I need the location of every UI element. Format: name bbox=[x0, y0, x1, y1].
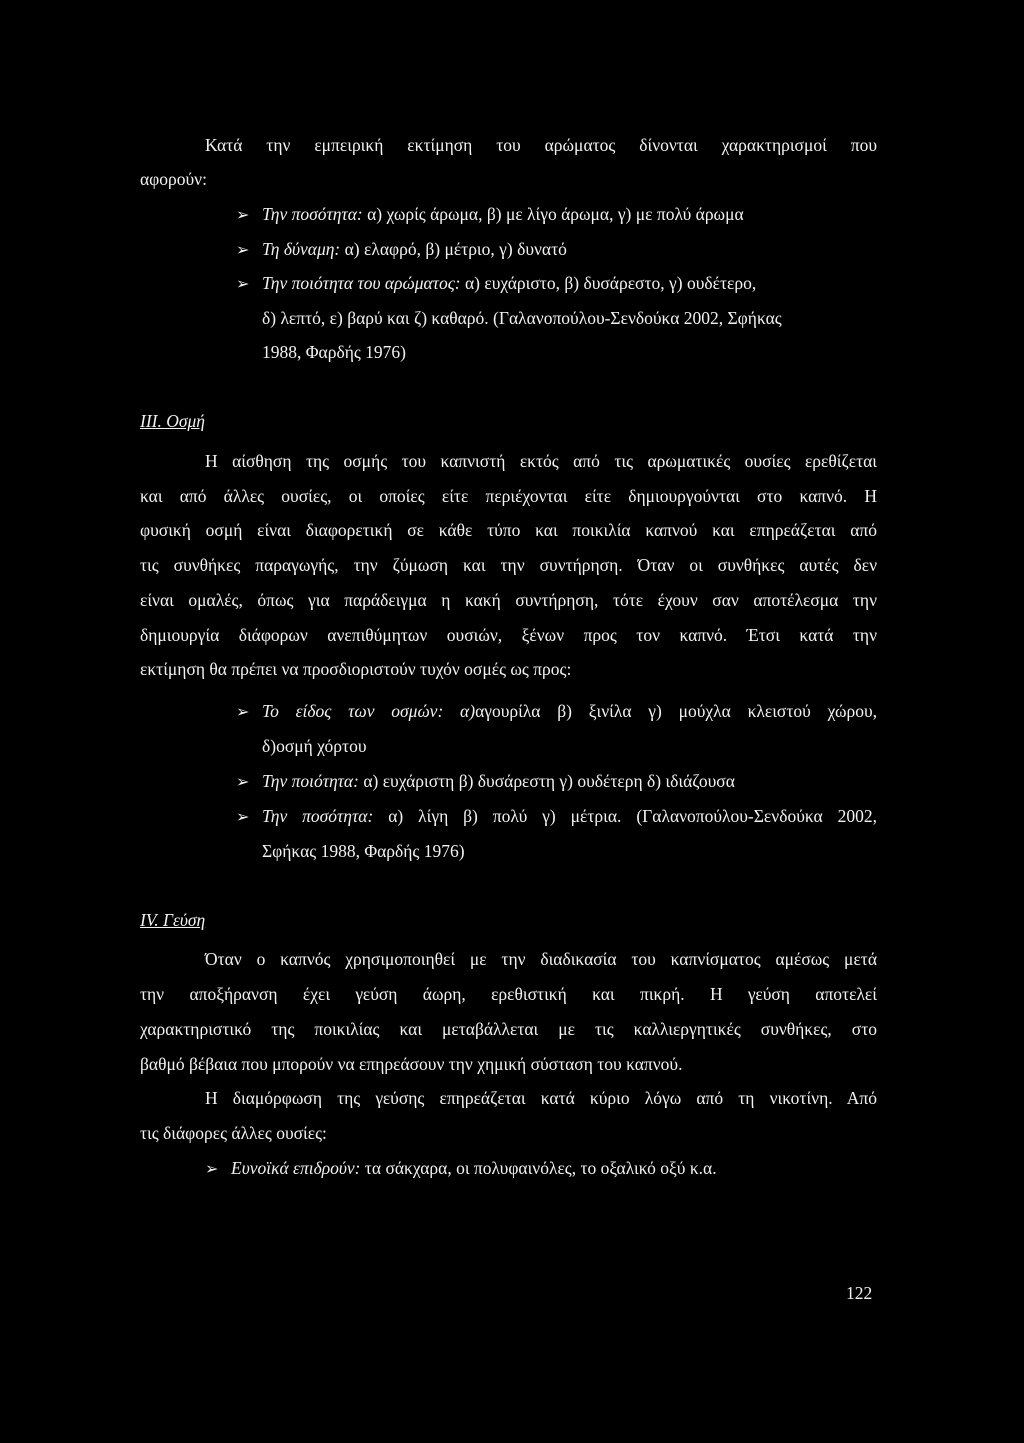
list-item bbox=[262, 773, 735, 791]
section-heading-taste: IV. Γεύση bbox=[140, 910, 206, 930]
bullet-icon: ➢ bbox=[205, 1159, 219, 1178]
taste-para2-line-1: Η διαμόρφωση της γεύσης επηρεάζεται κατά κύριο λόγω από τη νικοτίνη. Από bbox=[205, 1088, 877, 1108]
list-item-term: Την ποιότητα του αρώματος: bbox=[262, 273, 461, 293]
bullet-icon: ➢ bbox=[236, 702, 250, 721]
list-item-term: Την ποιότητα: bbox=[262, 771, 359, 791]
list-item-term: Την ποσότητα: bbox=[262, 204, 363, 224]
list-item-continuation: Σφήκας 1988, Φαρδής 1976) bbox=[262, 841, 465, 861]
list-item bbox=[262, 808, 877, 826]
taste-para1-line-2: την αποξήρανση έχει γεύση άωρη, ερεθιστική και πικρή. Η γεύση αποτελεί bbox=[140, 984, 877, 1004]
smell-para-line-7: εκτίμηση θα πρέπει να προσδιοριστούν τυχόν οσμές ως προς: bbox=[140, 659, 572, 679]
bullet-icon: ➢ bbox=[236, 240, 250, 259]
taste-para2-line-2: τις διάφορες άλλες ουσίες: bbox=[140, 1123, 327, 1143]
list-item-continuation: 1988, Φαρδής 1976) bbox=[262, 342, 406, 362]
smell-para-line-6: δημιουργία διάφορων ανεπιθύμητων ουσιών, ξένων προς τον καπνό. Έτσι κατά την bbox=[140, 625, 877, 645]
intro-line-1: Κατά την εμπειρική εκτίμηση του αρώματος δίνονται χαρακτηρισμοί που bbox=[205, 135, 877, 155]
list-item-continuation: δ) λεπτό, ε) βαρύ και ζ) καθαρό. (Γαλανοπούλου-Σενδούκα 2002, Σφήκας bbox=[262, 308, 782, 328]
list-item-term: Ευνοϊκά επιδρούν: bbox=[231, 1158, 361, 1178]
list-item-text: α) χωρίς άρωμα, β) με λίγο άρωμα, γ) με πολύ άρωμα bbox=[362, 204, 744, 224]
list-item-term: Τη δύναμη: bbox=[262, 239, 341, 259]
list-item-term: Το είδος των οσμών: α) bbox=[262, 701, 476, 721]
list-item-text: α) λίγη β) πολύ γ) μέτρια. (Γαλανοπούλου-Σενδούκα 2002, bbox=[373, 806, 877, 826]
list-item-text: τα σάκχαρα, οι πολυφαινόλες, το οξαλικό οξύ κ.α. bbox=[360, 1158, 717, 1178]
bullet-icon: ➢ bbox=[236, 807, 250, 826]
bullet-icon: ➢ bbox=[236, 274, 250, 293]
list-item bbox=[262, 275, 756, 293]
list-item-term: Την ποσότητα: bbox=[262, 806, 374, 826]
smell-para-line-2: και από άλλες ουσίες, οι οποίες είτε περιέχονται είτε δημιουργούνται στο καπνό. Η bbox=[140, 486, 877, 506]
list-item-continuation: δ)οσμή χόρτου bbox=[262, 736, 367, 756]
page-number: 122 bbox=[846, 1283, 873, 1303]
list-item bbox=[262, 703, 877, 721]
taste-para1-line-4: βαθμό βέβαια που μπορούν να επηρεάσουν την χημική σύσταση του καπνού. bbox=[140, 1054, 683, 1074]
section-heading-smell: III. Οσμή bbox=[140, 411, 205, 431]
bullet-icon: ➢ bbox=[236, 205, 250, 224]
list-item-text: αγουρίλα β) ξινίλα γ) μούχλα κλειστού χώρου, bbox=[475, 701, 877, 721]
list-item-text: α) ελαφρό, β) μέτριο, γ) δυνατό bbox=[340, 239, 567, 259]
list-item-text: α) ευχάριστο, β) δυσάρεστο, γ) ουδέτερο, bbox=[460, 273, 757, 293]
smell-para-line-1: Η αίσθηση της οσμής του καπνιστή εκτός από τις αρωματικές ουσίες ερεθίζεται bbox=[205, 451, 877, 471]
smell-para-line-5: είναι ομαλές, όπως για παράδειγμα η κακή συντήρηση, τότε έχουν σαν αποτέλεσμα την bbox=[140, 590, 877, 610]
list-item bbox=[262, 241, 567, 259]
taste-para1-line-3: χαρακτηριστικό της ποικιλίας και μεταβάλλεται με τις καλλιεργητικές συνθήκες, στο bbox=[140, 1019, 877, 1039]
bullet-icon: ➢ bbox=[236, 772, 250, 791]
intro-line-2: αφορούν: bbox=[140, 169, 207, 189]
list-item-text: α) ευχάριστη β) δυσάρεστη γ) ουδέτερη δ) ιδιάζουσα bbox=[358, 771, 735, 791]
list-item bbox=[262, 206, 744, 224]
smell-para-line-3: φυσική οσμή είναι διαφορετική σε κάθε τύπο και ποικιλία καπνού και επηρεάζεται από bbox=[140, 520, 877, 540]
taste-para1-line-1: Όταν ο καπνός χρησιμοποιηθεί με την διαδικασία του καπνίσματος αμέσως μετά bbox=[205, 949, 877, 969]
list-item bbox=[231, 1160, 717, 1178]
smell-para-line-4: τις συνθήκες παραγωγής, την ζύμωση και την συντήρηση. Όταν οι συνθήκες αυτές δεν bbox=[140, 555, 877, 575]
